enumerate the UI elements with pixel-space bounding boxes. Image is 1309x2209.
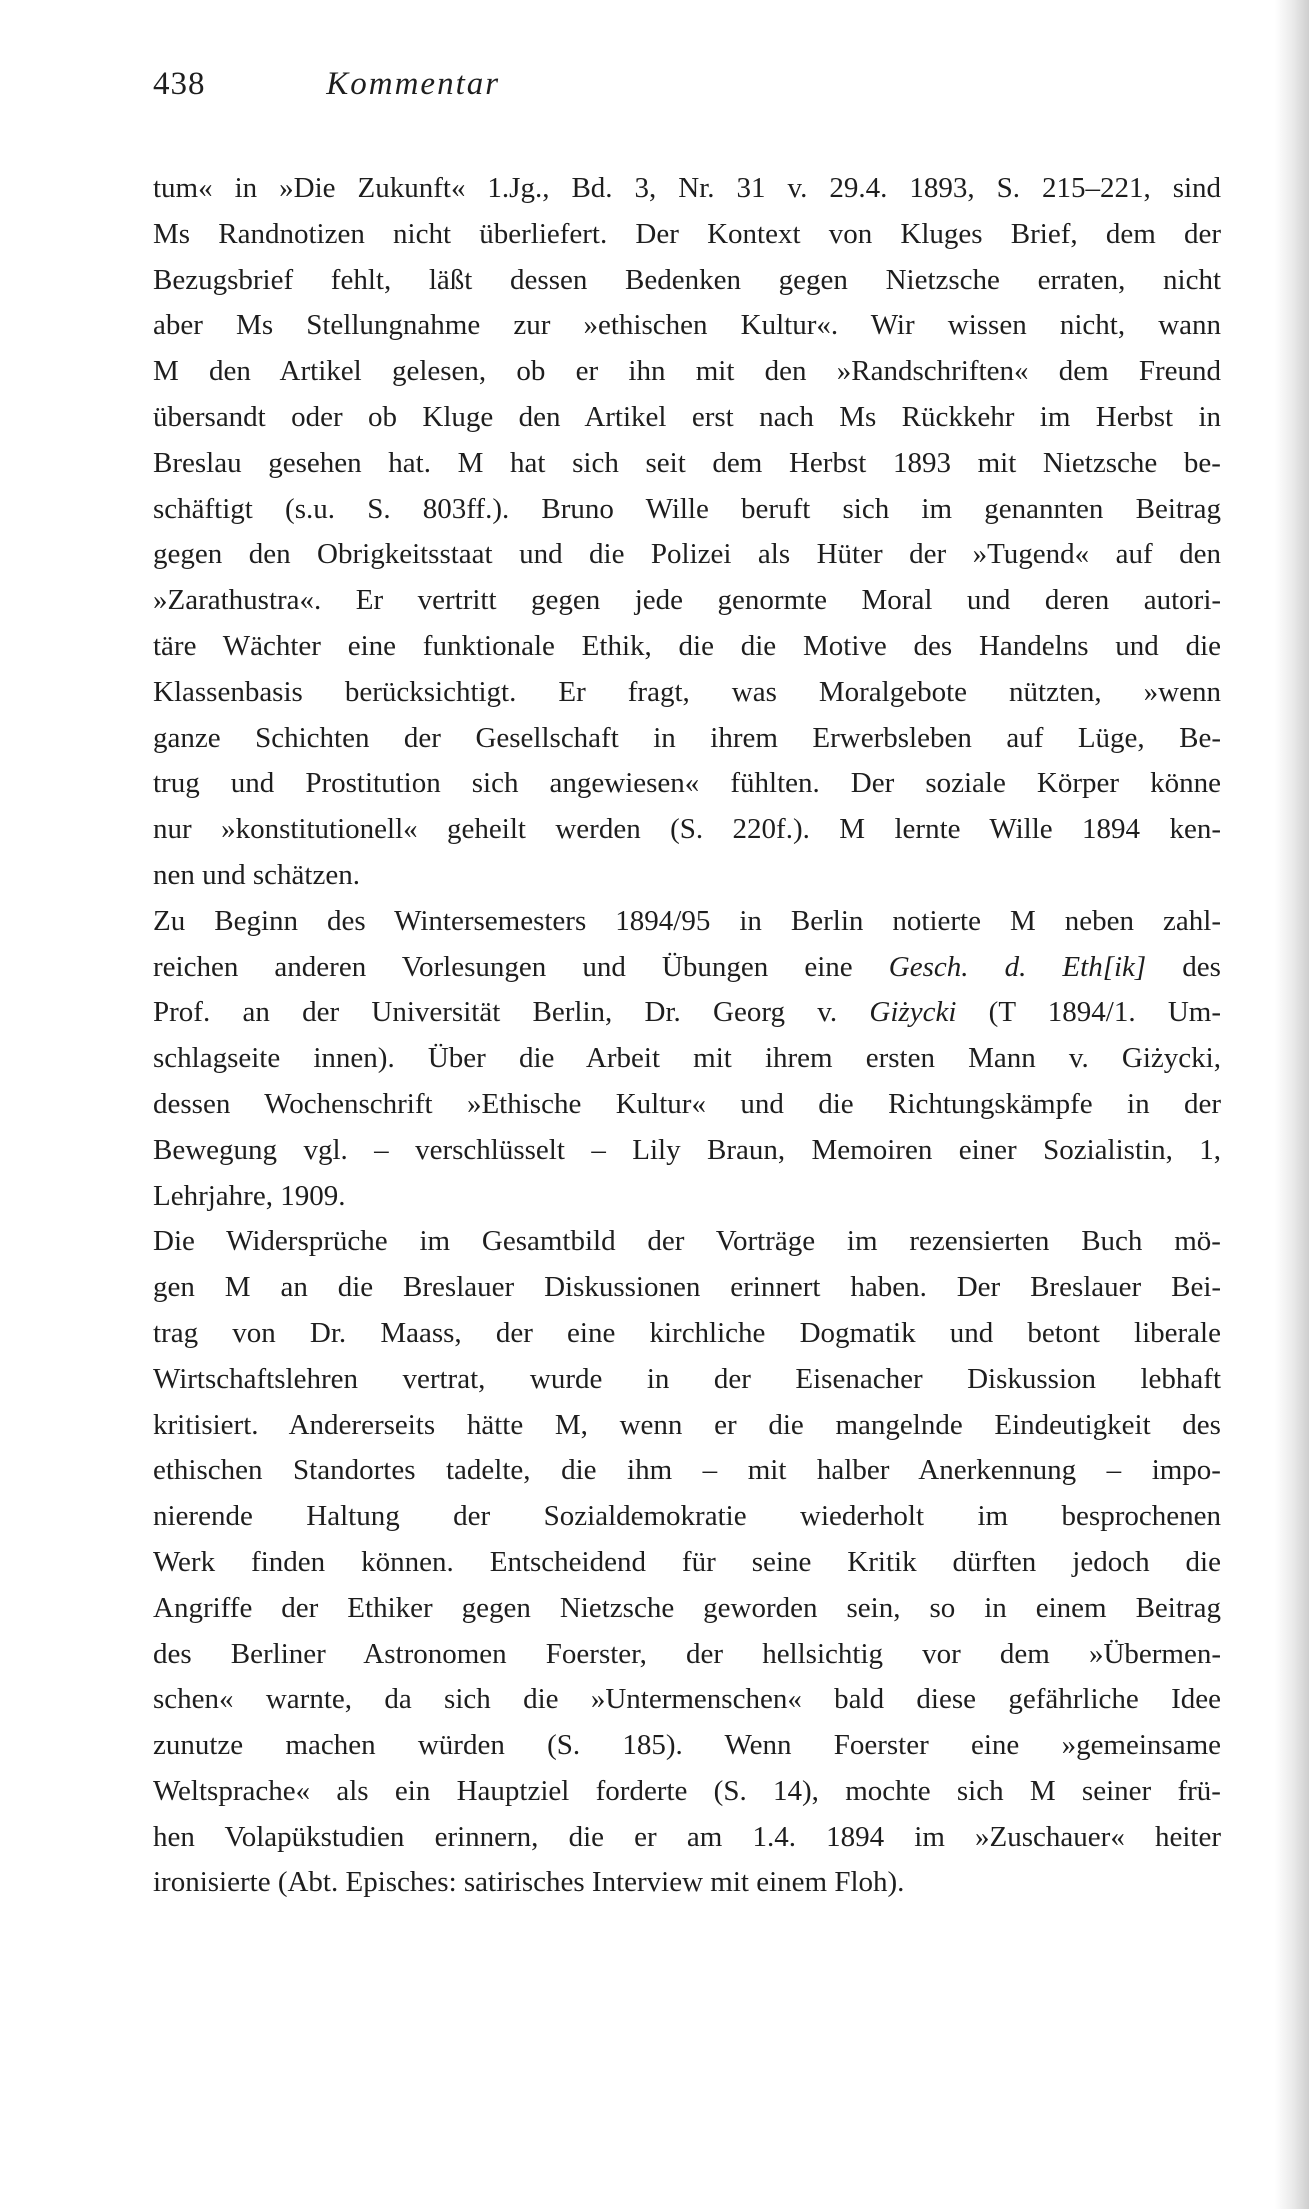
text-line: zunutze machen würden (S. 185). Wenn Foerster eine »gemeinsame (153, 1729, 1222, 1762)
text-line: Wirtschaftslehren vertrat, wurde in der Eisenacher Diskussion lebhaft (153, 1362, 1222, 1395)
text-line: ethischen Standortes tadelte, die ihm – mit halber Anerkennung – impo- (153, 1454, 1221, 1487)
text-line: Prof. an der Universität Berlin, Dr. Georg v. Giżycki (T 1894/1. Um- (153, 996, 1222, 1029)
text-line: nierende Haltung der Sozialdemokratie wiederholt im besprochenen (153, 1500, 1221, 1533)
text-line: Weltsprache« als ein Hauptziel forderte (S. 14), mochte sich M seiner frü- (153, 1774, 1221, 1807)
italic-title: Gesch. d. Eth[ik] (888, 950, 1147, 983)
text-line: trug und Prostitution sich angewiesen« fühlten. Der soziale Körper könne (153, 767, 1221, 800)
commentary-text (153, 166, 1221, 1906)
text-line: gegen den Obrigkeitsstaat und die Polizei als Hüter der »Tugend« auf den (153, 538, 1221, 571)
text-line: schen« warnte, da sich die »Untermenschen« bald diese gefährliche Idee (153, 1683, 1221, 1716)
italic-name: Giżycki (869, 996, 957, 1029)
running-head (153, 60, 1223, 120)
text-line: M den Artikel gelesen, ob er ihn mit den »Randschriften« dem Freund (153, 355, 1222, 388)
page-edge-shadow (1275, 0, 1309, 2209)
text-line: Angriffe der Ethiker gegen Nietzsche geworden sein, so in einem Beitrag (153, 1591, 1221, 1624)
text-line: aber Ms Stellungnahme zur »ethischen Kultur«. Wir wissen nicht, wann (153, 309, 1222, 342)
text-line: dessen Wochenschrift »Ethische Kultur« und die Richtungskämpfe in der (153, 1087, 1222, 1120)
text-line: schlagseite innen). Über die Arbeit mit ihrem ersten Mann v. Giżycki, (153, 1042, 1221, 1075)
text-line: ganze Schichten der Gesellschaft in ihrem Erwerbsleben auf Lüge, Be- (153, 721, 1222, 754)
text-line: nen und schätzen. (153, 858, 360, 891)
text-line: des Berliner Astronomen Foerster, der hellsichtig vor dem »Übermen- (153, 1637, 1222, 1670)
text-line: kritisiert. Andererseits hätte M, wenn er die mangelnde Eindeutigkeit des (153, 1408, 1221, 1441)
text-line: Werk finden können. Entscheidend für seine Kritik dürften jedoch die (153, 1545, 1221, 1578)
text-line: Lehrjahre, 1909. (153, 1179, 346, 1212)
text-line: Bezugsbrief fehlt, läßt dessen Bedenken gegen Nietzsche erraten, nicht (153, 263, 1221, 296)
text-line: »Zarathustra«. Er vertritt gegen jede genormte Moral und deren autori- (153, 584, 1222, 617)
text-line: reichen anderen Vorlesungen und Übungen eine Gesch. d. Eth[ik] des (153, 950, 1221, 983)
text-line: Zu Beginn des Wintersemesters 1894/95 in Berlin notierte M neben zahl- (153, 904, 1221, 937)
book-page (153, 60, 1223, 1906)
page-number: 438 (153, 66, 206, 102)
section-title: Kommentar (326, 66, 501, 102)
text-line: Klassenbasis berücksichtigt. Er fragt, was Moralgebote nützten, »wenn (153, 675, 1221, 708)
text-line: ironisierte (Abt. Episches: satirisches Interview mit einem Floh). (153, 1866, 905, 1899)
text-line: schäftigt (s.u. S. 803ff.). Bruno Wille beruft sich im genannten Beitrag (153, 492, 1221, 525)
text-line: Die Widersprüche im Gesamtbild der Vorträge im rezensierten Buch mö- (153, 1225, 1221, 1258)
text-line: tum« in »Die Zukunft« 1.Jg., Bd. 3, Nr. 31 v. 29.4. 1893, S. 215–221, sind (153, 172, 1222, 204)
text-line: Breslau gesehen hat. M hat sich seit dem Herbst 1893 mit Nietzsche be- (153, 446, 1221, 479)
text-line: Ms Randnotizen nicht überliefert. Der Kontext von Kluges Brief, dem der (153, 217, 1221, 250)
text-line: nur »konstitutionell« geheilt werden (S. 220f.). M lernte Wille 1894 ken- (153, 813, 1221, 846)
text-line: hen Volapükstudien erinnern, die er am 1.4. 1894 im »Zuschauer« heiter (153, 1820, 1222, 1853)
text-line: trag von Dr. Maass, der eine kirchliche Dogmatik und betont liberale (153, 1316, 1221, 1349)
text-line: gen M an die Breslauer Diskussionen erinnert haben. Der Breslauer Bei- (153, 1271, 1222, 1304)
text-line: täre Wächter eine funktionale Ethik, die die Motive des Handelns und die (153, 629, 1222, 662)
text-line: übersandt oder ob Kluge den Artikel erst nach Ms Rückkehr im Herbst in (153, 400, 1222, 433)
text-line: Bewegung vgl. – verschlüsselt – Lily Braun, Memoiren einer Sozialistin, 1, (153, 1133, 1221, 1166)
